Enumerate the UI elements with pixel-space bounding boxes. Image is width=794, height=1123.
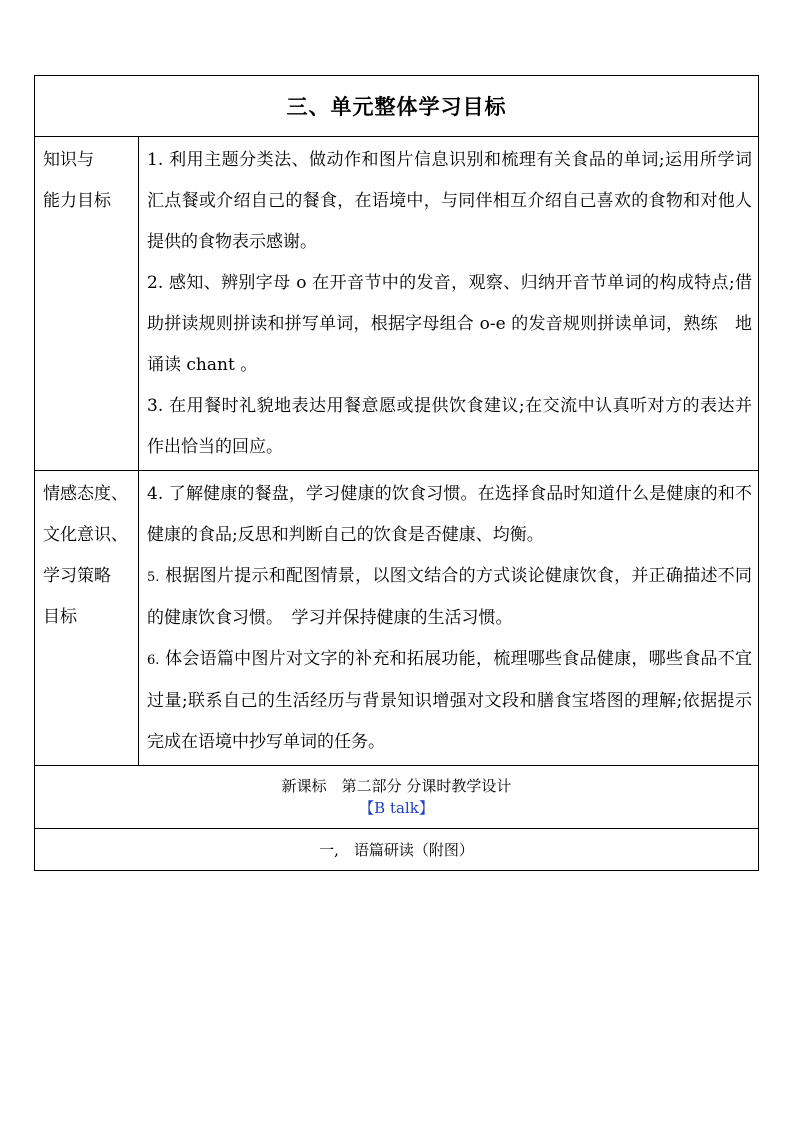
part2-row: [35, 766, 759, 829]
goal-text: 利用主题分类法、做动作和图片信息识别和梳理有关食品的单词;运用所学词汇点餐或介绍自己的餐食，在语境中，与同伴相互介绍自己喜欢的食物和对他人提供的食物表示感谢。: [147, 150, 753, 252]
part2-cell: [35, 766, 759, 829]
knowledge-row: [35, 137, 759, 471]
section-title: 三、单元整体学习目标: [35, 76, 759, 137]
goal-item-6: [147, 639, 752, 763]
label-line: 文化意识、: [43, 525, 128, 545]
goal-text: 体会语篇中图片对文字的补充和拓展功能，梳理哪些食品健康，哪些食品不宜过量;联系自己的生活经历与背景知识增强对文段和膳食宝塔图的理解;依据提示完成在语境中抄写单词的任务。: [147, 649, 753, 752]
knowledge-label: [35, 137, 139, 471]
title-row: [35, 76, 759, 137]
goal-number: 6.: [147, 653, 160, 668]
part3-title: 一, 语篇研读（附图）: [35, 829, 759, 871]
label-line: 学习策略: [43, 566, 111, 586]
goal-text: 在用餐时礼貌地表达用餐意愿或提供饮食建议;在交流中认真听对方的表达并作出恰当的回应。: [147, 396, 753, 457]
goal-number: 3.: [147, 396, 164, 416]
part2-title: 新课标 第二部分 分课时教学设计: [281, 777, 512, 795]
goal-text: 根据图片提示和配图情景，以图文结合的方式谈论健康饮食，并正确描述不同的健康饮食习惯。 学习并保持健康的生活习惯。: [147, 566, 753, 628]
goal-number: 5.: [147, 570, 160, 585]
label-line: 目标: [43, 607, 77, 627]
goal-number: 1.: [147, 150, 164, 170]
part3-row: [35, 829, 759, 871]
label-line: 能力目标: [43, 191, 111, 211]
attitude-content: [139, 471, 759, 766]
part2-subtitle: 【B talk】: [359, 799, 434, 817]
attitude-label: [35, 471, 139, 766]
goal-item-3: [147, 386, 752, 468]
goal-number: 2.: [147, 273, 164, 293]
goal-item-4: [147, 474, 752, 556]
label-line: 知识与: [43, 150, 94, 170]
goal-item-2: [147, 263, 752, 386]
goal-number: 4.: [147, 484, 164, 504]
attitude-row: [35, 471, 759, 766]
goal-text: 了解健康的餐盘，学习健康的饮食习惯。在选择食品时知道什么是健康的和不健康的食品;反思和判断自己的饮食是否健康、均衡。: [147, 484, 752, 545]
goal-item-1: [147, 140, 752, 263]
goal-item-5: [147, 556, 752, 639]
goal-text: 感知、辨别字母 o 在开音节中的发音，观察、归纳开音节单词的构成特点;借助拼读规则拼读和拼写单词，根据字母组合 o-e 的发音规则拼读单词，熟练 地诵读 chant 。: [147, 273, 752, 375]
label-line: 情感态度、: [43, 484, 128, 504]
goals-table: [34, 75, 759, 871]
knowledge-content: [139, 137, 759, 471]
